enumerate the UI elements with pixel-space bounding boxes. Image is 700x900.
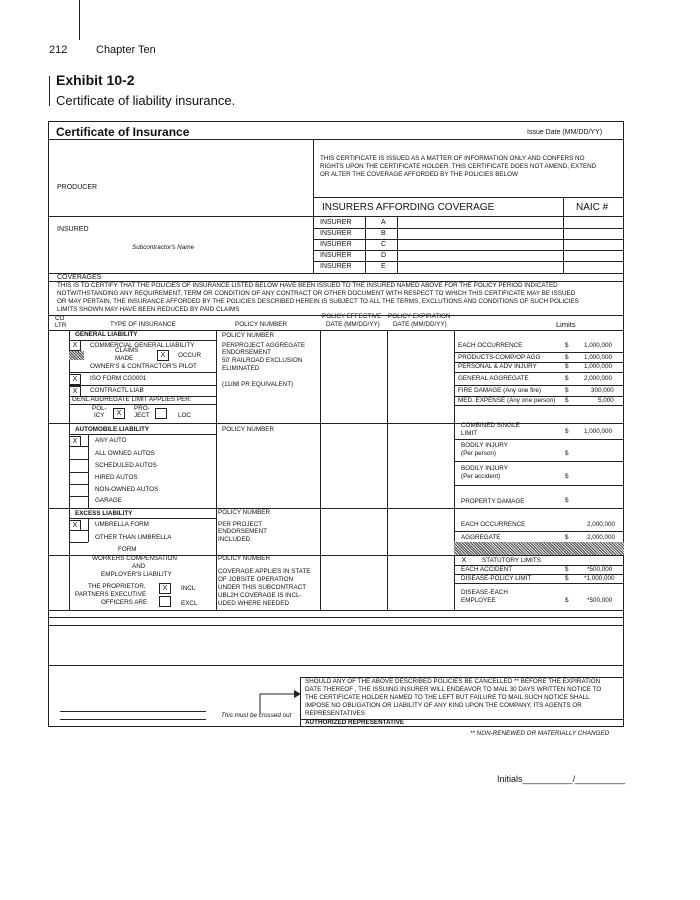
col-co: CO [55, 315, 65, 322]
excess-policy-line-2: PER PROJECT [218, 521, 263, 528]
gl-loc-checkbox[interactable] [155, 408, 167, 419]
non-renewed-note: ** NON-RENEWED OR MATERIALLY CHANGED [470, 730, 610, 737]
gl-limit-2-cur: $ [565, 363, 569, 370]
wc-excl: EXCL [181, 600, 198, 607]
wc-disease-2: EMPLOYEE [461, 597, 496, 604]
wc-disease-1: DISEASE-EACH [461, 589, 508, 596]
wc-disease-cur: $ [565, 597, 569, 604]
insurers-heading: INSURERS AFFORDING COVERAGE [322, 202, 495, 213]
wc-limit-0-amount: *500,000 [587, 566, 613, 573]
col-type: TYPE OF INSURANCE [110, 321, 176, 328]
wc-incl: INCL [181, 585, 196, 592]
auto-bi1-a: BODILY INJURY [461, 442, 508, 449]
cancel-line-2: DATE THEREOF , THE ISSUING INSURER WILL ENDEAVOR TO MAIL 30 DAYS WRITTEN NOTICE TO [305, 686, 602, 693]
gl-policy-line-1: POLICY NUMBER [222, 332, 275, 339]
gl-policy-extra: (11/88 PR EQUIVALENT) [222, 381, 294, 388]
gl-limit-0-amount: 1,000,000 [584, 342, 613, 349]
auto-csl-1: COMBINED SINGLE [461, 422, 520, 429]
signature-line-2 [60, 719, 206, 720]
wc-limit-1-amount: *1,000,000 [584, 575, 615, 582]
wc-line-2: AND [132, 563, 146, 570]
gl-limit-0-cur: $ [565, 342, 569, 349]
col-policy: POLICY NUMBER [235, 321, 288, 328]
wc-limit-0-cur: $ [565, 566, 569, 573]
coverages-line-1: THIS IS TO CERTIFY THAT THE POLICIES OF INSURANCE LISTED BELOW HAVE BEEN ISSUED TO THE INSURED NAMED ABOVE FOR THE POLICY PERIOD INDICATED [57, 282, 558, 289]
auto-pd-cur: $ [565, 497, 569, 504]
excess-heading: EXCESS LIABILITY [75, 510, 133, 517]
excess-other-2: FORM [118, 546, 137, 553]
auto-scheduled: SCHEDULED AUTOS [95, 462, 157, 469]
gl-pro: PRO- [134, 405, 150, 412]
excess-each: EACH OCCURRENCE [461, 521, 526, 528]
auto-hired: HIRED AUTOS [95, 474, 138, 481]
gl-iso: ISO FORM CG0001 [90, 375, 147, 382]
excess-policy-line-4: INCLUDED [218, 536, 251, 543]
auto-policy: POLICY NUMBER [222, 426, 275, 433]
insurer-c-label: INSURER [320, 241, 352, 248]
gl-limit-0-label: EACH OCCURRENCE [458, 342, 523, 349]
gl-policy-line-5: ELIMINATED [222, 365, 260, 372]
auto-csl-2: LIMIT [461, 430, 478, 437]
excess-policy-line-1: POLICY NUMBER [218, 509, 271, 516]
issue-date-label: Issue Date (MM/DD/YY) [527, 129, 603, 136]
wc-line-1: WORKERS COMPENSATION [92, 555, 177, 562]
gl-owners: OWNER'S & CONTRACTOR'S PILOT [90, 363, 197, 370]
excess-agg: AGGREGATE [461, 534, 501, 541]
excess-hatch [454, 542, 624, 555]
gl-limit-5-label: MED. EXPENSE (Any one person) [458, 397, 556, 404]
auto-any-checkbox[interactable]: X [69, 436, 81, 447]
insurer-e-label: INSURER [320, 263, 352, 270]
signature-line-1 [60, 711, 206, 712]
gl-contract-checkbox[interactable]: X [69, 386, 81, 397]
wc-incl-checkbox[interactable]: X [159, 583, 171, 594]
insured-label: INSURED [57, 226, 89, 233]
chapter-title: Chapter Ten [96, 44, 156, 56]
form-title: Certificate of Insurance [56, 125, 190, 139]
gl-heading: GENERAL LIABILITY [75, 331, 138, 338]
insurer-e-letter: E [381, 263, 386, 270]
wc-statutory-checkbox[interactable]: X [459, 556, 469, 565]
gl-project-checkbox[interactable]: X [113, 408, 125, 419]
wc-statutory: STATUTORY LIMITS [482, 557, 541, 564]
gl-limit-5-cur: $ [565, 397, 569, 404]
col-limits: Limits [556, 320, 576, 329]
insurer-a-label: INSURER [320, 219, 352, 226]
coverages-line-4: LIMITS SHOWN MAY HAVE BEEN REDUCED BY PAID CLAIMS [57, 306, 240, 313]
producer-label: PRODUCER [57, 184, 98, 191]
gl-claims: CLAIMS [115, 347, 139, 354]
auto-all-owned: ALL OWNED AUTOS [95, 450, 155, 457]
gl-limit-3-amount: 2,000,000 [584, 375, 613, 382]
gl-limit-4-label: FIRE DAMAGE (Any one fire) [458, 387, 541, 394]
auto-heading: AUTOMOBILE LIABILITY [75, 426, 150, 433]
page-number: 212 [49, 44, 68, 56]
wc-limit-1-cur: $ [565, 575, 569, 582]
gl-commercial: COMMERCIAL GENERAL LIABILITY [90, 342, 195, 349]
disclaimer-line-3: OR ALTER THE COVERAGE AFFORDED BY THE POLICIES BELOW [320, 171, 518, 178]
auto-bi1-cur: $ [565, 450, 569, 457]
crossed-out-note: This must be crossed out [221, 712, 292, 719]
excess-agg-cur: $ [565, 534, 569, 541]
gl-limit-4-amount: 300,000 [591, 387, 614, 394]
wc-limit-0-label: EACH ACCIDENT [461, 566, 513, 573]
coverages-line-3: OR MAY PERTAIN, THE INSURANCE AFFORDED BY THE POLICIES DESCRIBED HEREIN IS SUBJECT TO ALL THE TERMS, EXCLUTIONS AND CONDITIONS OF SUCH POLICIES [57, 298, 579, 305]
gl-claims-hatch [69, 351, 84, 360]
cancel-line-4: IMPOSE NO OBLIGATION OR LIABILITY OF ANY KIND UPON THE COMPANY, ITS AGENTS OR [305, 702, 582, 709]
disclaimer-line-1: THIS CERTIFICATE IS ISSUED AS A MATTER OF INFORMATION ONLY AND CONFERS NO [320, 155, 585, 162]
gl-icy: ICY [94, 412, 105, 419]
gl-limit-5-amount: 5,000 [598, 397, 614, 404]
insurer-d-label: INSURER [320, 252, 352, 259]
gl-limit-2-amount: 1,000,000 [584, 363, 613, 370]
disclaimer-line-2: RIGHTS UPON THE CERTIFICATE HOLDER. THIS CERTIFICATE DOES NOT AMEND, EXTEND [320, 163, 597, 170]
gl-made: MADE [115, 355, 134, 362]
excess-each-amount: 2,000,000 [587, 521, 616, 528]
wc-policy-line-3: OF JOBSITE OPERATION [218, 576, 294, 583]
insurer-a-letter: A [381, 219, 386, 226]
cancel-line-3: THE CERTIFICATE HOLDER NAMED TO THE LEFT BUT FAILURE TO MAIL SUCH NOTICE SHALL [305, 694, 590, 701]
auto-any: ANY AUTO [95, 437, 127, 444]
col-eff-2: DATE (MM/DD/YY) [326, 321, 380, 328]
wc-policy-line-6: UDED WHERE NEEDED [218, 600, 290, 607]
excess-other-1: OTHER THAN UMBRELLA [95, 534, 172, 541]
insurer-b-label: INSURER [320, 230, 352, 237]
gl-ject: JECT [134, 412, 150, 419]
gl-limit-1-label: PRODUCTS-COMP/OP AGG [458, 354, 541, 361]
gl-limit-3-cur: $ [565, 375, 569, 382]
col-exp-1: POLICY EXPIRATION [388, 313, 451, 320]
gl-iso-checkbox[interactable]: X [69, 374, 81, 385]
gl-commercial-checkbox[interactable]: X [69, 340, 81, 351]
cancel-line-1: SHOULD ANY OF THE ABOVE DESCRIBED POLICIES BE CANCELLED ** BEFORE THE EXPIRATION [305, 678, 601, 685]
gl-aggregate-applies: GENL AGGREGATE LIMIT APPLIES PER: [72, 396, 192, 403]
auto-bi2-b: (Per accident) [461, 473, 501, 480]
excess-agg-amount: 2,000,000 [587, 534, 616, 541]
auto-csl-cur: $ [565, 428, 569, 435]
excess-umbrella-checkbox[interactable]: X [69, 520, 81, 531]
wc-proprietor-1: THE PROPRIETOR, [88, 583, 146, 590]
authorized-rep: AUTHORIZED REPRESENTATIVE [305, 719, 405, 726]
gl-policy-line-3: ENDORSEMENT [222, 349, 271, 356]
exhibit-bar [49, 76, 50, 106]
auto-csl-amount: 1,000,000 [584, 428, 613, 435]
auto-pd: PROPERTY DAMAGE [461, 498, 525, 505]
col-eff-1: POLICY EFFECTIVE [322, 313, 382, 320]
coverages-label: COVERAGES [57, 274, 102, 281]
wc-excl-checkbox[interactable] [159, 596, 171, 607]
naic-label: NAIC # [576, 202, 609, 213]
wc-line-3: EMPLOYER'S LIABILITY [101, 571, 172, 578]
cancel-line-5: REPRESENTATIVES [305, 710, 365, 717]
wc-policy-line-5: UBL2H COVERAGE IS INCL- [218, 592, 302, 599]
wc-limit-1-label: DISEASE-POLICY LIMIT [461, 575, 532, 582]
gl-policy-line-4: 50' RAILROAD EXCLUSION [222, 357, 303, 364]
coverages-line-2: NOTWITHSTANDING ANY REQUIREMENT, TERM OR CONDITION OF ANY CONTRACT OR OTHER DOCUMENT WITH RESPECT TO WHICH THIS CERTIFICATE MAY BE ISSUED [57, 290, 576, 297]
gl-limit-1-cur: $ [565, 354, 569, 361]
exhibit-title: Exhibit 10-2 [56, 72, 135, 88]
gl-limit-4-cur: $ [565, 387, 569, 394]
gl-occur-checkbox[interactable]: X [157, 350, 169, 361]
insurer-b-letter: B [381, 230, 386, 237]
wc-policy-line-1: POLICY NUMBER [218, 555, 271, 562]
insurer-c-letter: C [381, 241, 387, 248]
gl-loc: LOC [178, 412, 191, 419]
auto-bi2-a: BODILY INJURY [461, 465, 508, 472]
initials-line: Initials__________/__________ [497, 774, 626, 784]
gl-limit-1-amount: 1,000,000 [584, 354, 613, 361]
gl-policy-line-2: PERPROJECT AGGREGATE [222, 342, 306, 349]
subcontractor-name: Subcontractor's Name [132, 244, 195, 251]
gl-limit-2-label: PERSONAL & ADV INJURY [458, 363, 537, 370]
auto-bi2-cur: $ [565, 473, 569, 480]
col-exp-2: DATE (MM/DD/YY) [393, 321, 447, 328]
wc-proprietor-2: PARTNERS EXECUTIVE [75, 591, 147, 598]
exhibit-caption: Certificate of liability insurance. [56, 93, 236, 108]
gl-occur: OCCUR [178, 352, 202, 359]
gl-pol: POL- [92, 405, 107, 412]
col-ltr: LTR [55, 322, 67, 329]
gl-contract: CONTRACTL LIAB [90, 387, 144, 394]
wc-policy-line-4: UNDER THIS SUBCONTRACT [218, 584, 307, 591]
auto-garage: GARAGE [95, 497, 122, 504]
wc-policy-line-2: COVERAGE APPLIES IN STATE [218, 568, 311, 575]
auto-bi1-b: (Per person) [461, 450, 496, 457]
excess-policy-line-3: ENDORSEMENT [218, 528, 267, 535]
wc-proprietor-3: OFFICERS ARE [101, 599, 148, 606]
gl-limit-3-label: GENERAL AGGREGATE [458, 375, 529, 382]
auto-non-owned: NON-OWNED AUTOS [95, 486, 159, 493]
wc-disease-amount: *500,000 [587, 597, 613, 604]
header-divider [79, 0, 80, 40]
insurer-d-letter: D [381, 252, 387, 259]
excess-umbrella: UMBRELLA FORM [95, 521, 149, 528]
